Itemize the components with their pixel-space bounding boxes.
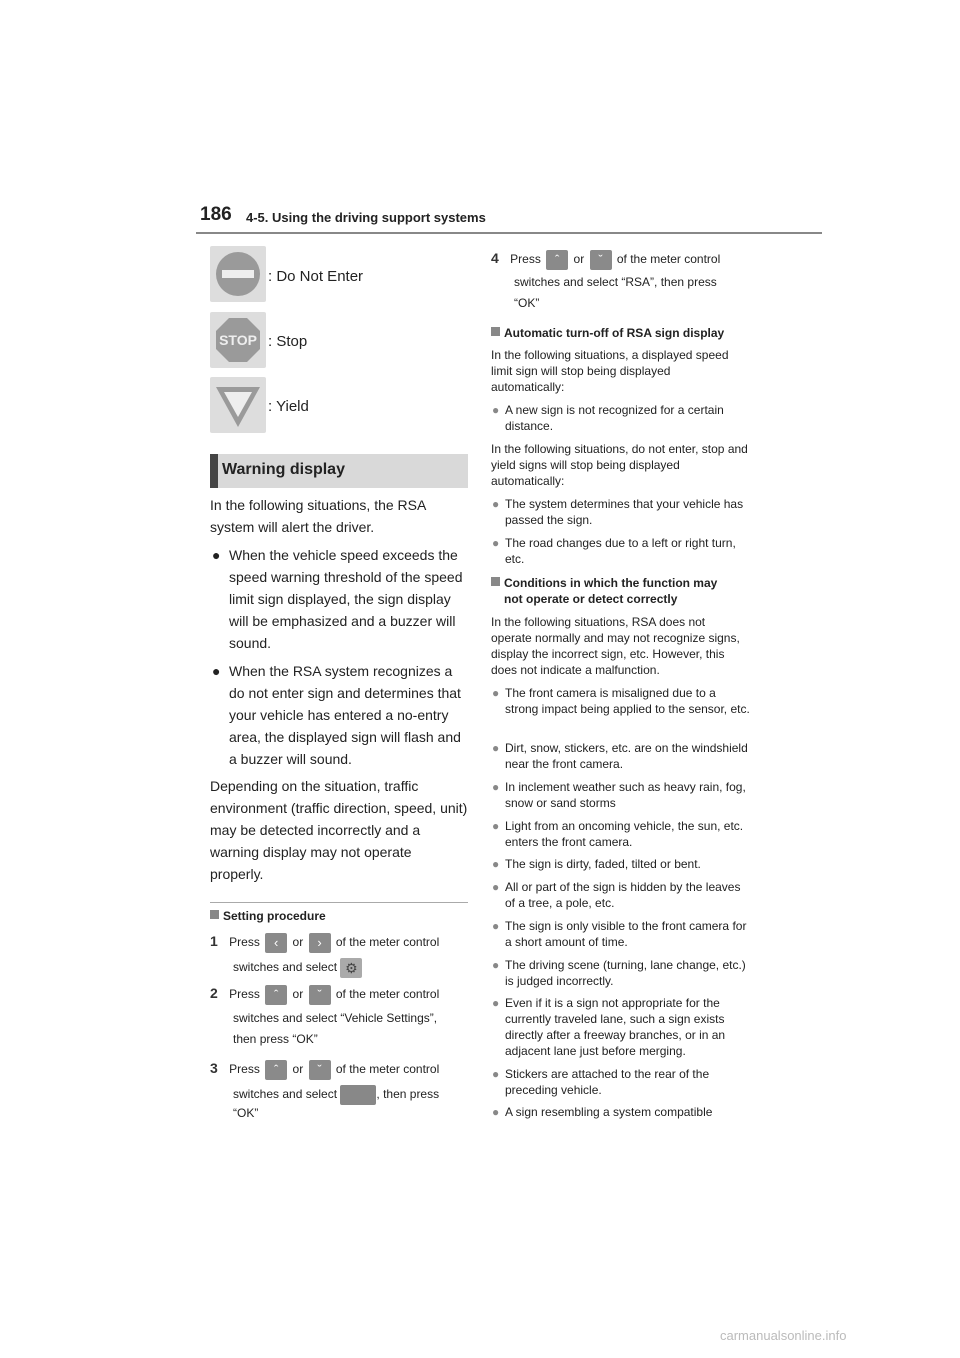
warning-heading-accent xyxy=(210,454,218,488)
auto-off-intro-1: In the following situations, a displayed speed limit sign will stop being displayed automatically: xyxy=(491,348,729,394)
setting-step-3-line2: switches and select , then press xyxy=(233,1085,439,1105)
section-title: 4-5. Using the driving support systems xyxy=(246,210,486,225)
setting-heading: Setting procedure xyxy=(210,908,326,924)
up-arrow-icon: ˆ xyxy=(546,250,568,270)
bullet-icon: ● xyxy=(492,536,500,550)
step-number: 2 xyxy=(210,985,218,1002)
section-divider xyxy=(210,902,468,903)
header-rule xyxy=(196,232,822,234)
bullet-icon: ● xyxy=(492,857,500,871)
up-arrow-icon: ˆ xyxy=(265,1060,287,1080)
bullet-icon: ● xyxy=(212,663,221,679)
gear-icon: ⚙ xyxy=(340,958,362,978)
stop-sign-icon xyxy=(210,312,266,368)
bullet-icon: ● xyxy=(492,497,500,511)
do-not-enter-sign-icon xyxy=(210,246,266,302)
warning-bullet-text: When the RSA system recognizes a do not enter sign and determines that your vehicle has entered a no-entry area, the displayed sign will flash and a buzzer will sound. xyxy=(229,663,461,767)
setting-step-3-line3: “OK” xyxy=(233,1106,259,1120)
warning-intro: In the following situations, the RSA system will alert the driver. xyxy=(210,497,426,535)
setting-step-4-line2: switches and select “RSA”, then press xyxy=(514,275,717,289)
page-number: 186 xyxy=(200,204,232,225)
bullet-icon: ● xyxy=(492,880,500,894)
setting-step-2-line3: then press “OK” xyxy=(233,1032,318,1046)
square-bullet-icon xyxy=(491,577,500,586)
bullet-icon: ● xyxy=(492,686,500,700)
auto-off-heading: Automatic turn-off of RSA sign display xyxy=(491,325,724,341)
setting-step-1-line2: switches and select ⚙ xyxy=(233,958,362,978)
bullet-icon: ● xyxy=(492,1067,500,1081)
warning-heading: Warning display xyxy=(222,461,345,478)
left-arrow-icon: ‹ xyxy=(265,933,287,953)
setting-step-4: 4 Press ˆ or ˇ of the meter control xyxy=(491,250,753,270)
step-number: 1 xyxy=(210,933,218,950)
bullet-icon: ● xyxy=(492,996,500,1010)
bullet-icon: ● xyxy=(492,958,500,972)
bullet-icon: ● xyxy=(212,547,221,563)
down-arrow-icon: ˇ xyxy=(309,1060,331,1080)
step-number: 4 xyxy=(491,250,499,267)
conditions-intro: In the following situations, RSA does not operate normally and may not recognize signs, display the incorrect sign, etc. However, this does not indicate a malfunction. xyxy=(491,615,740,677)
warning-note: Depending on the situation, traffic environment (traffic direction, speed, unit) may be detected incorrectly and a warning display may not operate properly. xyxy=(210,778,468,882)
warning-bullet xyxy=(212,544,466,654)
watermark: carmanualsonline.info xyxy=(720,1328,847,1343)
bullet-icon: ● xyxy=(492,919,500,933)
bullet-icon: ● xyxy=(492,741,500,755)
yield-sign-icon xyxy=(210,377,266,433)
square-bullet-icon xyxy=(210,910,219,919)
bullet-icon: ● xyxy=(492,1105,500,1119)
setting-step-3: 3 Press ˆ or ˇ of the meter control xyxy=(210,1060,468,1080)
sign-label-do-not-enter: : Do Not Enter xyxy=(268,268,364,285)
conditions-heading: Conditions in which the function may not operate or detect correctly xyxy=(491,575,753,607)
bullet-icon: ● xyxy=(492,780,500,794)
bullet-icon: ● xyxy=(492,403,500,417)
auto-off-intro-2: In the following situations, do not enter, stop and yield signs will stop being displayed automatically: xyxy=(491,442,748,488)
down-arrow-icon: ˇ xyxy=(590,250,612,270)
setting-step-4-line3: “OK” xyxy=(514,296,540,310)
sign-label-stop: : Stop xyxy=(268,333,308,350)
down-arrow-icon: ˇ xyxy=(309,985,331,1005)
rsa-car-icon xyxy=(340,1085,376,1105)
square-bullet-icon xyxy=(491,327,500,336)
svg-text:STOP: STOP xyxy=(219,332,257,348)
setting-step-2-line2: switches and select “Vehicle Settings”, xyxy=(233,1011,438,1025)
sign-label-yield: : Yield xyxy=(268,398,309,415)
warning-bullet-text: When the vehicle speed exceeds the speed warning threshold of the speed limit sign displayed, the sign display will be emphasized and a buzzer will sound. xyxy=(229,547,463,651)
setting-step-2: 2 Press ˆ or ˇ of the meter control xyxy=(210,985,468,1005)
up-arrow-icon: ˆ xyxy=(265,985,287,1005)
setting-step-1: 1 Press ‹ or › of the meter control xyxy=(210,933,468,953)
bullet-icon: ● xyxy=(492,819,500,833)
step-number: 3 xyxy=(210,1060,218,1077)
warning-bullet xyxy=(212,660,466,770)
right-arrow-icon: › xyxy=(309,933,331,953)
